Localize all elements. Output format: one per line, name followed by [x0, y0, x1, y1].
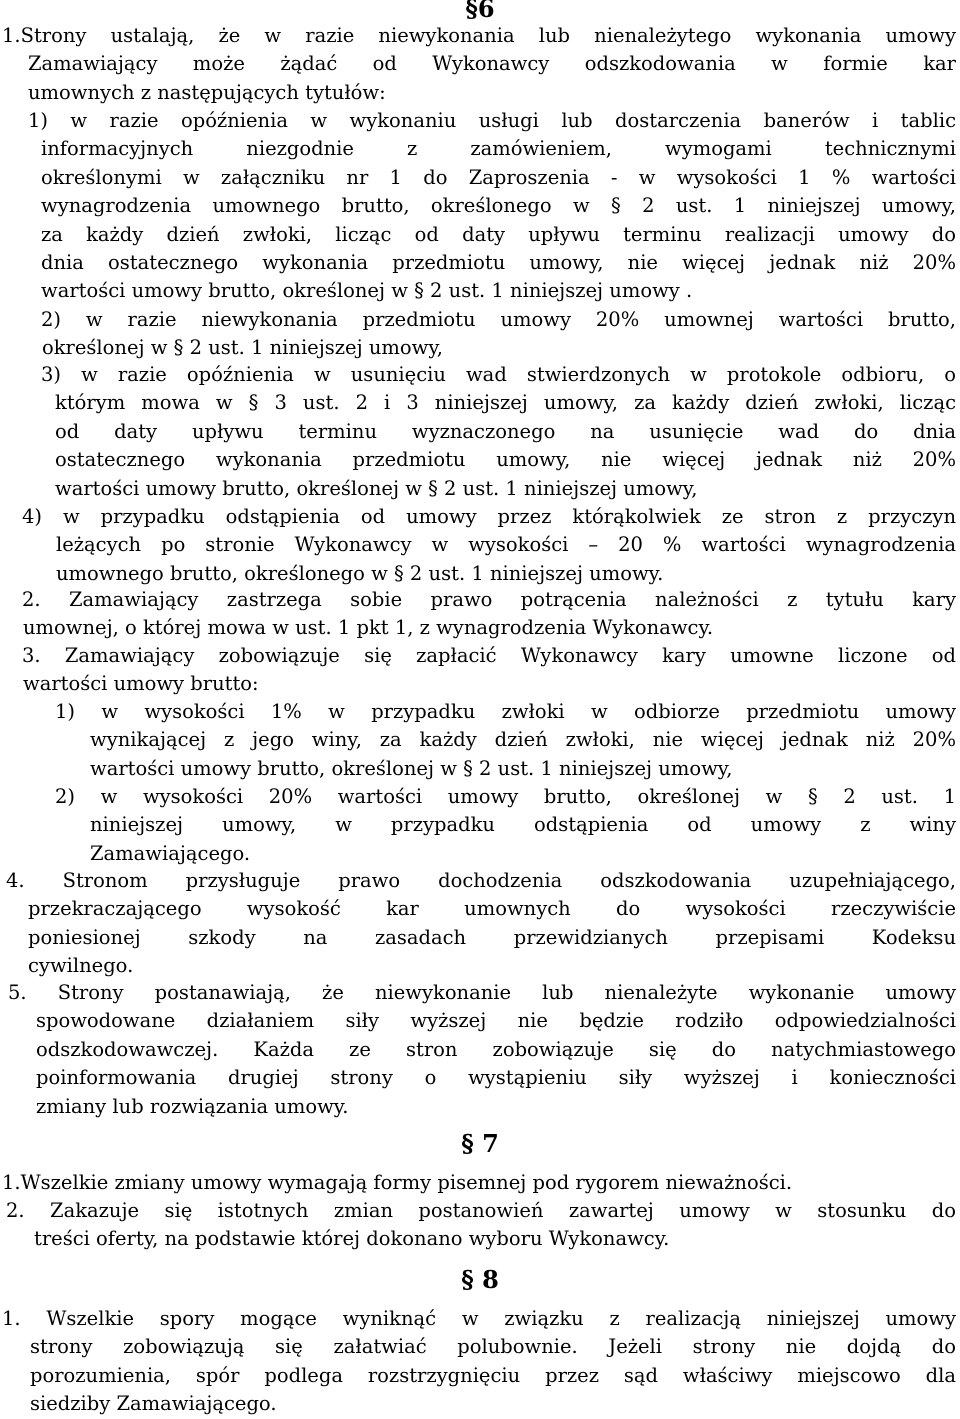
text-line: wynagrodzenia umownego brutto, określonego w § 2 ust. 1 niniejszej umowy, [41, 194, 956, 218]
text-line: określonej w § 2 ust. 1 niniejszej umowy, [42, 336, 443, 360]
text-line: umownej, o której mowa w ust. 1 pkt 1, z wynagrodzenia Wykonawcy. [23, 616, 714, 640]
text-line: leżących po stronie Wykonawcy w wysokości – 20 % wartości wynagrodzenia [56, 533, 956, 557]
text-line: od daty upływu terminu wyznaczonego na usunięcie wad do dnia [55, 419, 956, 443]
section-heading-6: §6 [465, 0, 495, 23]
text-line: 2) w razie niewykonania przedmiotu umowy 20% umownej wartości brutto, [41, 308, 956, 331]
text-line: informacyjnych niezgodnie z zamówieniem, wymogami technicznymi [41, 137, 956, 161]
text-line: poinformowania drugiej strony o wystąpieniu siły wyższej i konieczności [36, 1066, 956, 1090]
section-heading-8: § 8 [461, 1265, 499, 1294]
list-item-6-3-1 [55, 698, 956, 783]
text-line: 2. Zamawiający zastrzega sobie prawo potrącenia należności z tytułu kary [22, 588, 956, 611]
list-item-6-1-4 [22, 503, 956, 588]
text-line: za każdy dzień zwłoki, licząc od daty upływu terminu realizacji umowy do [41, 222, 956, 246]
text-line: porozumienia, spór podlega rozstrzygnięciu przez sąd właściwy miejscowo dla [30, 1363, 956, 1387]
text-line: spowodowane działaniem siły wyższej nie będzie rodziło odpowiedzialności [36, 1009, 956, 1033]
text-line: umownego brutto, określonego w § 2 ust. 1 niniejszej umowy. [56, 561, 664, 585]
text-line: 1.Wszelkie zmiany umowy wymagają formy pisemnej pod rygorem nieważności. [2, 1171, 793, 1194]
text-line: 1. Wszelkie spory mogące wyniknąć w związku z realizacją niniejszej umowy [2, 1307, 956, 1330]
text-line: 4. Stronom przysługuje prawo dochodzenia odszkodowania uzupełniającego, [6, 869, 956, 892]
text-line: 2. Zakazuje się istotnych zmian postanowień zawartej umowy w stosunku do [6, 1199, 956, 1222]
text-line: 1.Strony ustalają, że w razie niewykonania lub nienależytego wykonania umowy [2, 24, 956, 47]
text-line: wynikającej z jego winy, za każdy dzień zwłoki, nie więcej jednak niż 20% [90, 728, 956, 752]
text-line: dnia ostatecznego wykonania przedmiotu umowy, nie więcej jednak niż 20% [41, 251, 956, 275]
paragraph-7-2 [6, 1197, 956, 1254]
text-line: przekraczającego wysokość kar umownych do wysokości rzeczywiście [28, 897, 956, 921]
text-line: poniesionej szkody na zasadach przewidzianych przepisami Kodeksu [28, 925, 956, 949]
paragraph-6-4 [6, 867, 956, 981]
text-line: 5. Strony postanawiają, że niewykonanie lub nienależyte wykonanie umowy [8, 981, 956, 1004]
text-line: wartości umowy brutto, określonej w § 2 ust. 1 niniejszej umowy, [55, 476, 698, 500]
paragraph-6-2 [22, 586, 956, 643]
list-item-6-3-2 [55, 783, 956, 868]
text-line: 4) w przypadku odstąpienia od umowy przez którąkolwiek ze stron z przyczyn [22, 505, 956, 528]
text-line: określonymi w załączniku nr 1 do Zaproszenia - w wysokości 1 % wartości [41, 165, 956, 189]
text-line: siedziby Zamawiającego. [30, 1392, 277, 1416]
text-line: Zamawiającego. [90, 841, 251, 865]
text-line: odszkodowawczej. Każda ze stron zobowiązuje się do natychmiastowego [36, 1037, 956, 1061]
paragraph-8-1 [2, 1305, 956, 1419]
list-item-6-1-3 [41, 361, 956, 503]
text-line: niniejszej umowy, w przypadku odstąpienia od umowy z winy [90, 813, 956, 837]
text-line: wartości umowy brutto: [23, 672, 259, 696]
text-line: treści oferty, na podstawie której dokonano wyboru Wykonawcy. [34, 1227, 670, 1251]
text-line: 1) w wysokości 1% w przypadku zwłoki w odbiorze przedmiotu umowy [55, 700, 956, 723]
text-line: umownych z następujących tytułów: [28, 80, 386, 104]
text-line: wartości umowy brutto, określonej w § 2 ust. 1 niniejszej umowy, [90, 756, 733, 780]
text-line: 2) w wysokości 20% wartości umowy brutto, określonej w § 2 ust. 1 [55, 785, 956, 808]
paragraph-6-3-intro [22, 642, 956, 699]
paragraph-6-1-intro [2, 22, 956, 107]
list-item-6-1-1 [28, 107, 956, 306]
text-line: cywilnego. [28, 954, 134, 978]
text-line: którym mowa w § 3 ust. 2 i 3 niniejszej umowy, za każdy dzień zwłoki, licząc [55, 391, 956, 415]
text-line: strony zobowiązują się załatwiać polubownie. Jeżeli strony nie dojdą do [30, 1335, 956, 1359]
list-item-6-1-2 [41, 306, 956, 363]
text-line: wartości umowy brutto, określonej w § 2 ust. 1 niniejszej umowy . [41, 279, 693, 303]
text-line: 3. Zamawiający zobowiązuje się zapłacić Wykonawcy kary umowne liczone od [22, 644, 956, 667]
text-line: ostatecznego wykonania przedmiotu umowy, nie więcej jednak niż 20% [55, 448, 956, 472]
paragraph-7-1 [2, 1169, 956, 1197]
text-line: zmiany lub rozwiązania umowy. [36, 1094, 349, 1118]
text-line: Zamawiający może żądać od Wykonawcy odszkodowania w formie kar [28, 52, 956, 76]
text-line: 3) w razie opóźnienia w usunięciu wad stwierdzonych w protokole odbioru, o [41, 363, 956, 386]
paragraph-6-5 [8, 979, 956, 1121]
section-heading-7: § 7 [461, 1129, 499, 1158]
text-line: 1) w razie opóźnienia w wykonaniu usługi lub dostarczenia banerów i tablic [28, 109, 956, 132]
